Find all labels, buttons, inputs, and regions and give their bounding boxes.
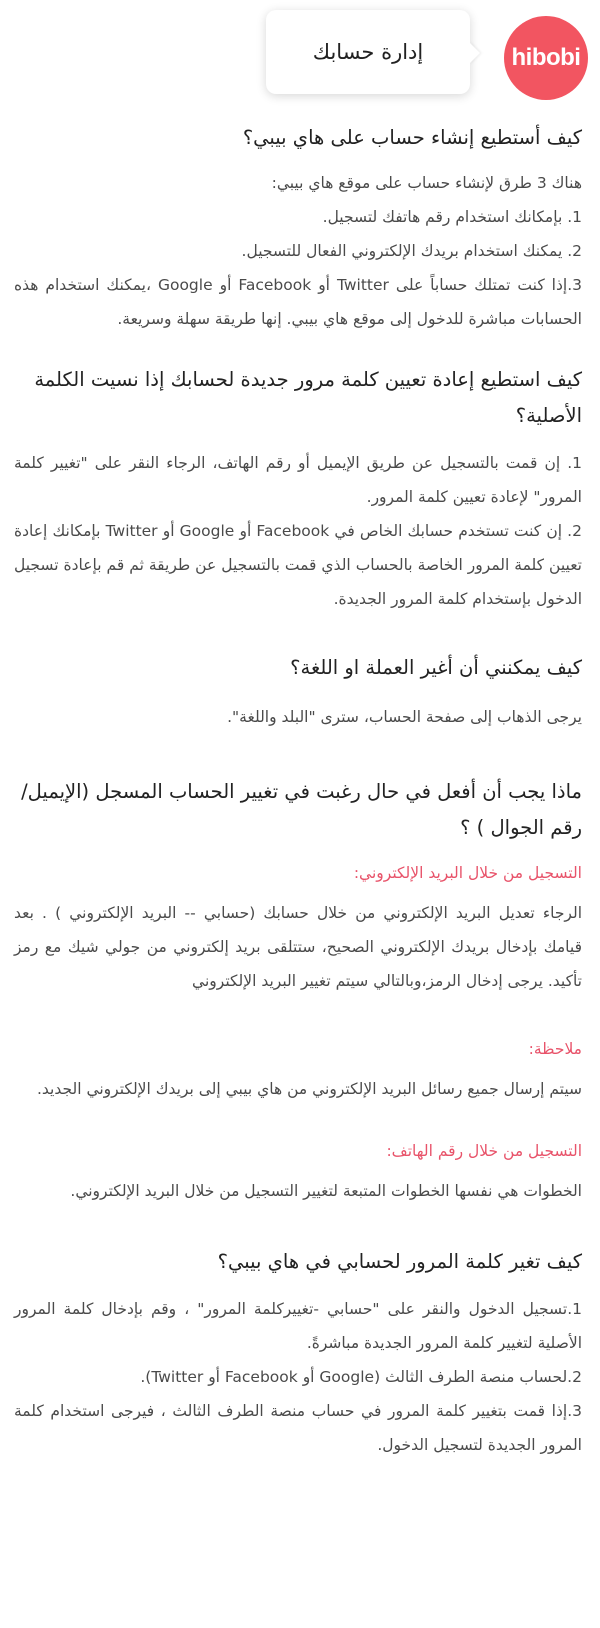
page-header	[0, 0, 600, 112]
page-title-bubble	[266, 10, 470, 94]
answer-item: 1.تسجيل الدخول والنقر على "حسابي -تغييركلمة المرور" ، وقم بإدخال كلمة المرور الأصلية لتغيير كلمة المرور الجديدة مباشرةً.	[14, 1300, 582, 1352]
answer-item: 2.لحساب منصة الطرف الثالث (Google أو Facebook أو Twitter).	[140, 1368, 582, 1386]
question-currency-language: كيف يمكنني أن أغير العملة او اللغة؟	[290, 656, 582, 679]
answer-text: سيتم إرسال جميع رسائل البريد الإلكتروني من هاي بيبي إلى بريدك الإلكتروني الجديد.	[36, 1080, 582, 1098]
faq-currency-language	[14, 650, 582, 734]
subheading-email: التسجيل من خلال البريد الإلكتروني:	[353, 864, 582, 882]
answer-text: الرجاء تعديل البريد الإلكتروني من خلال حسابك (حسابي -- البريد الإلكتروني ) . بعد قيامك بإدخال بريدك الإلكتروني الصحيح، ستتلقى بريد إلكتروني من جولي شيك مع رمز تأكيد. يرجى إدخال الرمز،وبالتالي سيتم تغيير البريد الإلكتروني	[14, 904, 582, 990]
faq-reset-password	[14, 362, 582, 616]
answer-item: 2. إن كنت تستخدم حسابك الخاص في Facebook أو Google أو Twitter بإمكانك إعادة تعيين كلمة المرور الخاصة بالحساب الذي قمت بالتسجيل عن طريقة ثم قم بإعادة تسجيل الدخول بإستخدام كلمة المرور الجديدة.	[14, 522, 582, 608]
answer-intro: هناك 3 طرق لإنشاء حساب على موقع هاي بيبي:	[271, 174, 582, 192]
faq-change-registered-account	[14, 774, 582, 1208]
question-change-registered: ماذا يجب أن أفعل في حال رغبت في تغيير الحساب المسجل (الإيميل/رقم الجوال ) ؟	[21, 780, 582, 839]
faq-create-account	[14, 120, 582, 336]
faq-content	[0, 120, 600, 1462]
answer-item: 3.إذا قمت بتغيير كلمة المرور في حساب منصة الطرف الثالث ، فيرجى استخدام كلمة المرور الجديدة لتسجيل الدخول.	[14, 1402, 582, 1454]
answer-item: 2. يمكنك استخدام بريدك الإلكتروني الفعال للتسجيل.	[241, 242, 582, 260]
faq-change-password	[14, 1244, 582, 1462]
answer-text: يرجى الذهاب إلى صفحة الحساب، سترى "البلد واللغة".	[227, 708, 582, 726]
question-reset-password: كيف استطيع إعادة تعيين كلمة مرور جديدة لحسابك إذا نسيت الكلمة الأصلية؟	[34, 368, 582, 427]
hibobi-logo[interactable]: hibobi	[504, 16, 588, 100]
answer-item: 3.إذا كنت تمتلك حساباً على Twitter أو Facebook أو Google ،يمكنك استخدام هذه الحسابات مباشرة للدخول إلى موقع هاي بيبي. إنها طريقة سهلة وسريعة.	[14, 276, 582, 328]
page-title: إدارة حسابك	[312, 40, 424, 64]
subheading-phone: التسجيل من خلال رقم الهاتف:	[386, 1142, 582, 1160]
question-change-password: كيف تغير كلمة المرور لحسابي في هاي بيبي؟	[217, 1250, 582, 1273]
answer-item: 1. إن قمت بالتسجيل عن طريق الإيميل أو رقم الهاتف، الرجاء النقر على "تغيير كلمة المرور" لإعادة تعيين كلمة المرور.	[14, 454, 582, 506]
subheading-note: ملاحظة:	[528, 1040, 582, 1058]
answer-text: الخطوات هي نفسها الخطوات المتبعة لتغيير التسجيل من خلال البريد الإلكتروني.	[70, 1182, 582, 1200]
question-create-account: كيف أستطيع إنشاء حساب على هاي بيبي؟	[242, 126, 582, 149]
answer-item: 1. بإمكانك استخدام رقم هاتفك لتسجيل.	[322, 208, 582, 226]
